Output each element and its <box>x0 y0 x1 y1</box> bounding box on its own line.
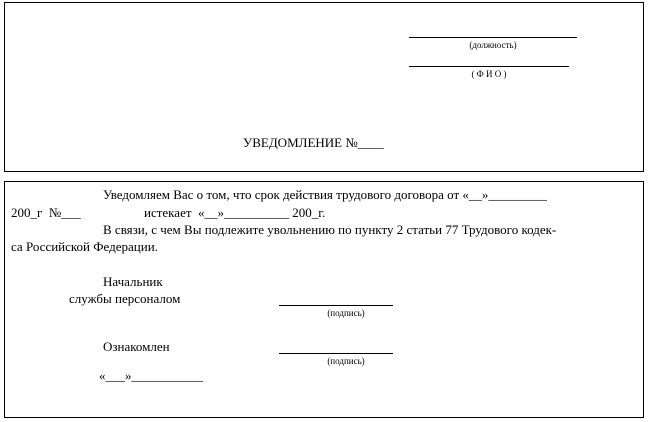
acquainted-date-line: «___»___________ <box>99 368 203 383</box>
document-title: УВЕДОМЛЕНИЕ №____ <box>243 135 384 150</box>
notice-text-line-3: В связи, с чем Вы подлежите увольнению по пункту 2 статьи 77 Трудового кодек- <box>103 222 557 237</box>
chief-signature-caption: (подпись) <box>327 308 365 318</box>
notice-text-line-2-expiry: истекает «__»__________ 200_г. <box>144 205 326 220</box>
acquainted-label: Ознакомлен <box>103 339 170 354</box>
notice-text-line-1: Уведомляем Вас о том, что срок действия трудового договора от «__»_________ <box>103 187 547 202</box>
chief-title-line-2: службы персоналом <box>69 291 181 306</box>
notice-text-line-2-number: 200_г №___ <box>11 205 81 220</box>
chief-title-line-1: Начальник <box>103 274 163 289</box>
employee-signature-line <box>279 353 393 354</box>
notice-text-line-4: са Российской Федерации. <box>11 239 158 254</box>
fio-line <box>409 66 569 67</box>
position-line <box>409 37 577 38</box>
position-caption: (должность) <box>469 40 517 50</box>
fio-caption: ( Ф И О ) <box>471 69 507 79</box>
employee-signature-caption: (подпись) <box>327 356 365 366</box>
chief-signature-line <box>279 305 393 306</box>
